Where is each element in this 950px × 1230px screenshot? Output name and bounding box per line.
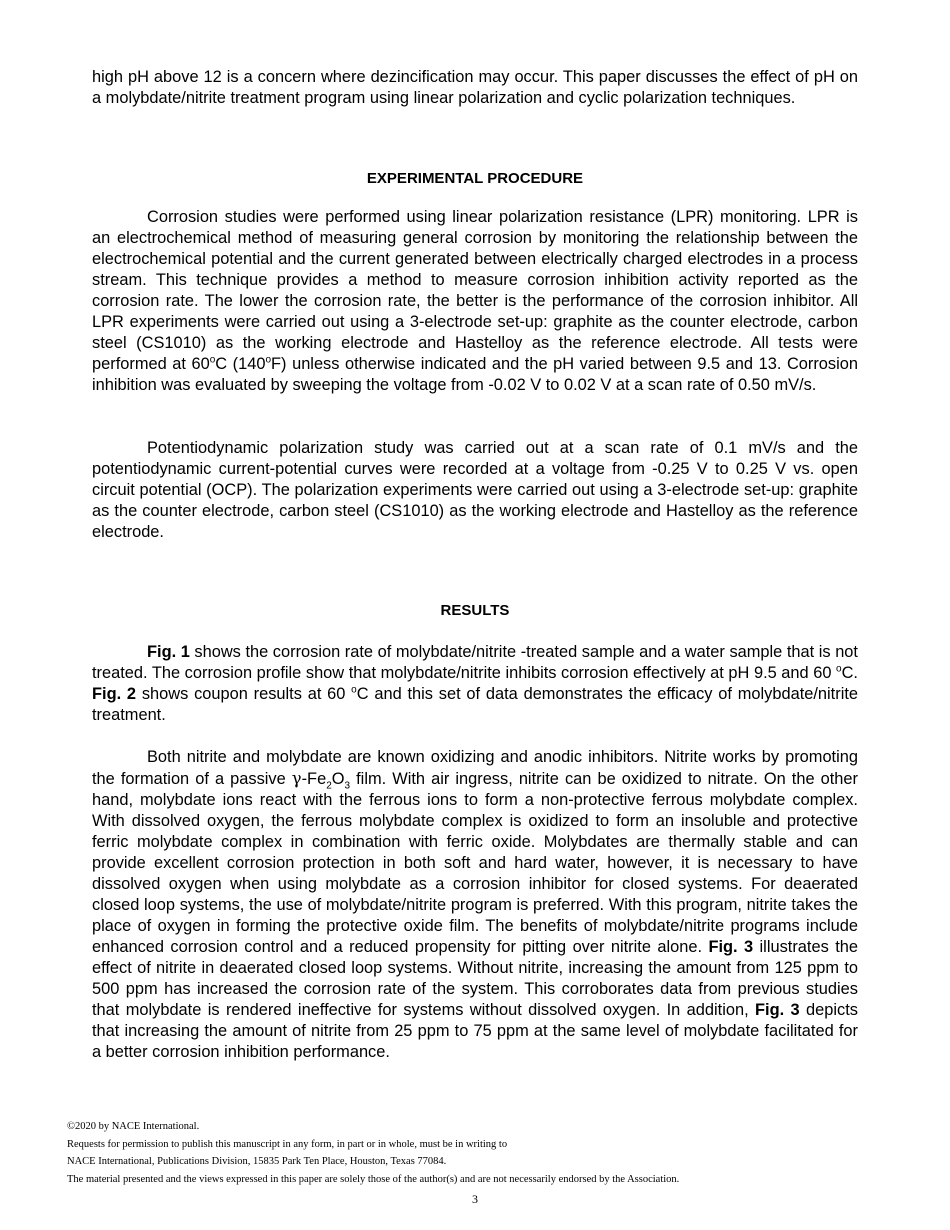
paragraph-potentiodynamic: Potentiodynamic polarization study was carried out at a scan rate of 0.1 mV/s and the potentiodynamic current-potential curves were recorded at a voltage from -0.25 V to 0.25 V vs. open circuit potential (OCP). The polarization experiments were carried out using a 3-electrode set-up: graphite as the counter electrode, carbon steel (CS1010) as the working electrode and Hastelloy as the reference electrode. xyxy=(92,439,858,541)
fig1-ref: Fig. 1 xyxy=(147,643,190,661)
heading-results: RESULTS xyxy=(440,602,510,619)
footer-permission: Requests for permission to publish this manuscript in any form, in part or in whole, must be in writing to xyxy=(67,1138,508,1150)
footer-disclaimer: The material presented and the views expressed in this paper are solely those of the author(s) and are not necessarily endorsed by the Association. xyxy=(67,1173,680,1185)
fig3-ref: Fig. 3 xyxy=(708,938,754,956)
paragraph-lpr: Corrosion studies were performed using linear polarization resistance (LPR) monitoring. LPR is an electrochemical method of measuring general corrosion by monitoring the relationship between the electrochemical potential and the current generated between electrically charged electrodes in a process stream. This technique provides a method to measure corrosion inhibition activity reported as the corrosion rate. The lower the corrosion rate, the better is the performance of the corrosion inhibitor. All LPR experiments were carried out using a 3-electrode set-up: graphite as the counter electrode, carbon steel (CS1010) as the working electrode and Hastelloy as the reference electrode. All tests were performed at 60$^o$C (140$^o$F) unless otherwise indicated and the pH varied between 9.5 and 13. Corrosion inhibition was evaluated by sweeping the voltage from -0.02 V to 0.02 V at a scan rate of 0.50 mV/s. xyxy=(92,208,858,394)
intro-paragraph-end: high pH above 12 is a concern where dezincification may occur. This paper discusses the effect of pH on a molybdate/nitrite treatment program using linear polarization and cyclic polarization techniques. xyxy=(92,68,858,107)
paragraph-fig1: Fig. 1 shows the corrosion rate of molybdate/nitrite -treated sample and a water sample that is not treated. The corrosion profile show that molybdate/nitrite inhibits corrosion effectively at pH 9.5 and 60 $^o$C. Fig. 2 shows coupon results at 60 $^o$C and this set of data demonstrates the efficacy of molybdate/nitrite treatment. xyxy=(92,643,859,724)
fig2-ref: Fig. 2 xyxy=(92,685,137,703)
page-number: 3 xyxy=(472,1192,478,1206)
paragraph-mechanism: Both nitrite and molybdate are known oxidizing and anodic inhibitors. Nitrite works by promoting the formation of a passive $\gamma-Fe_2O_3$ film. With air ingress, nitrite can be oxidized to nitrate. On the other hand, molybdate ions react with the ferrous ions to form a non-protective ferrous molybdate complex. With dissolved oxygen, the ferrous molybdate complex is oxidized to form an insoluble and protective ferric molybdate complex in combination with ferric oxide. Molybdates are thermally stable and can provide excellent corrosion protection in both soft and hard water, however, it is necessary to have dissolved oxygen when using molybdate as a corrosion inhibitor for closed systems. For deaerated closed loop systems, the use of molybdate/nitrite program is preferred. With this program, nitrite takes the place of oxygen in forming the protective oxide film. The benefits of molybdate/nitrite programs include enhanced corrosion control and a reduced propensity for pitting over nitrite alone. Fig. 3 illustrates the effect of nitrite in deaerated closed loop systems. Without nitrite, increasing the amount from 125 ppm to 500 ppm has increased the corrosion rate of the system. This corroborates data from previous studies that molybdate is rendered ineffective for systems without dissolved oxygen. In addition, Fig. 3 depicts that increasing the amount of nitrite from 25 ppm to 75 ppm at the same level of molybdate facilitated for a better corrosion inhibition performance. xyxy=(92,748,858,1061)
fig3-ref-2: Fig. 3 xyxy=(755,1001,800,1019)
footer-address: NACE International, Publications Division, 15835 Park Ten Place, Houston, Texas 77084. xyxy=(67,1156,447,1167)
heading-experimental-procedure: EXPERIMENTAL PROCEDURE xyxy=(366,170,584,187)
footer xyxy=(67,1118,887,1188)
footer-copyright: ©2020 by NACE International. xyxy=(67,1121,200,1132)
